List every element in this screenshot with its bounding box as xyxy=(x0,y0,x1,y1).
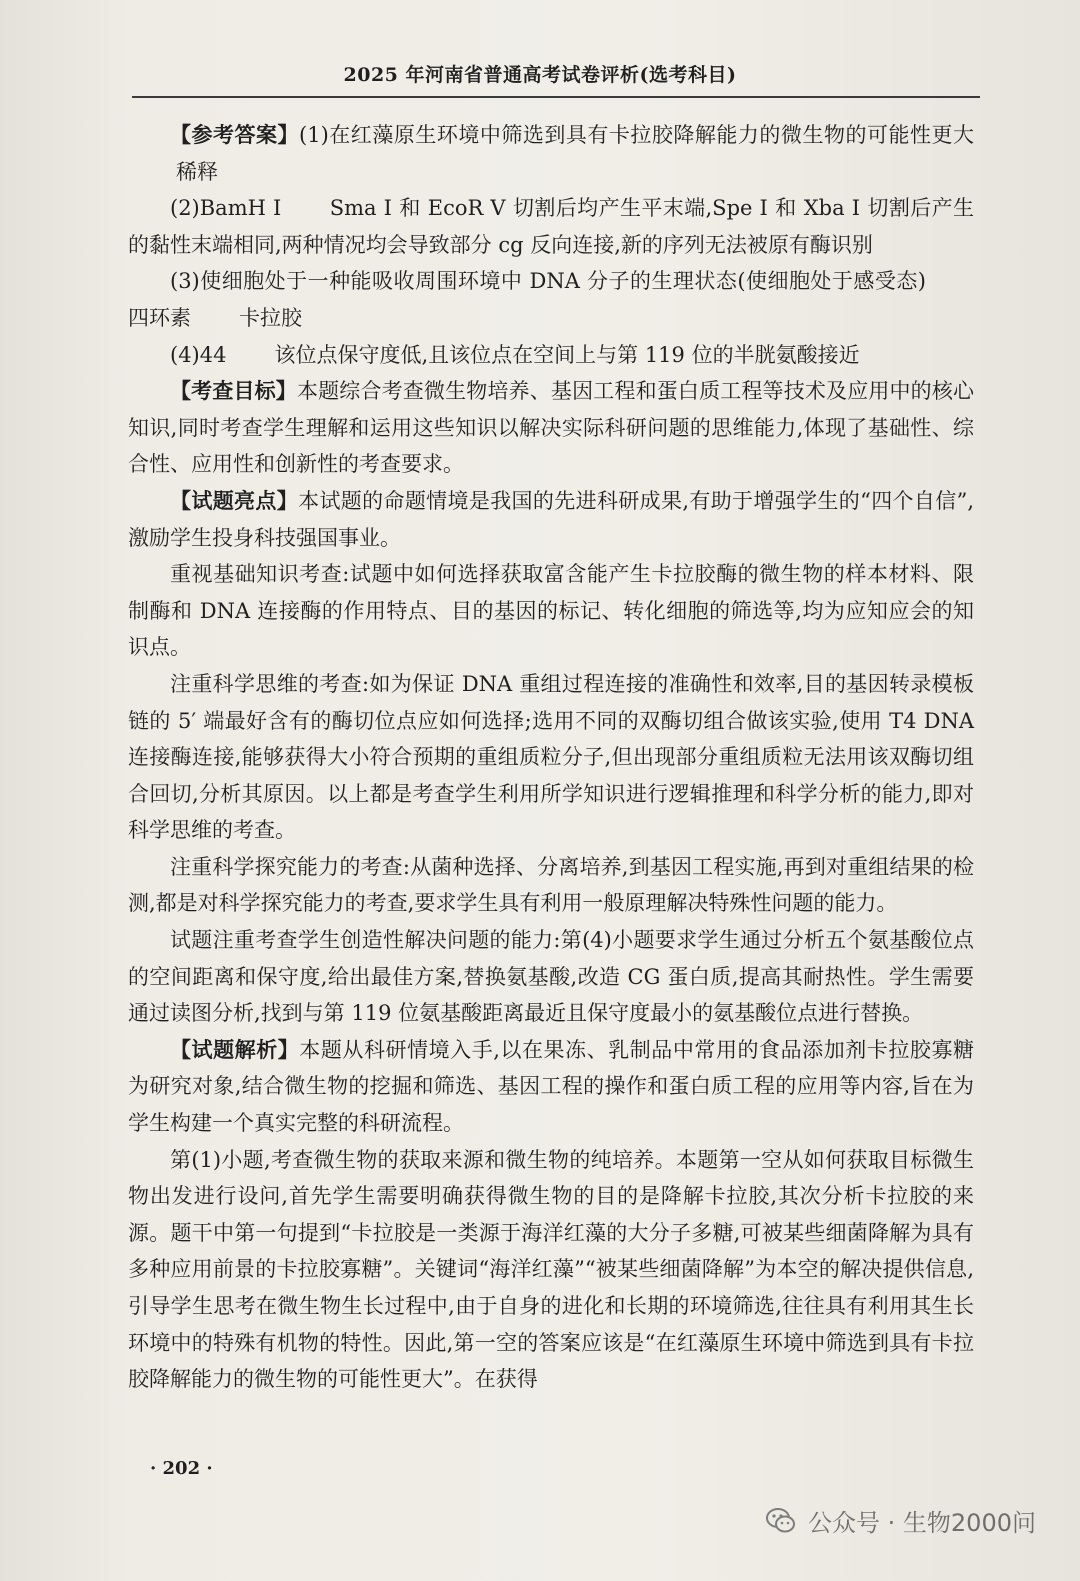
answer-1: 【参考答案】(1)在红藻原生环境中筛选到具有卡拉胶降解能力的微生物的可能性更大稀释 xyxy=(170,122,974,184)
paragraph-question-1: 第(1)小题,考查微生物的获取来源和微生物的纯培养。本题第一空从如何获取目标微生物出发进行设问,首先学生需要明确获得微生物的目的是降解卡拉胶,其次分析卡拉胶的来源。题干中第一句提到“卡拉胶是一类源于海洋红藻的大分子多糖,可被某些细菌降解为具有多种应用前景的卡拉胶寡糖”。关键词“海洋红藻”“被某些细菌降解”为本空的解决提供信息,引导学生思考在微生物生长过程中,由于自身的进化和长期的环境筛选,往往具有利用其生长环境中的特殊有机物的特性。因此,第一空的答案应该是“在红藻原生环境中筛选到具有卡拉胶降解能力的微生物的可能性更大”。在获得 xyxy=(128,1147,974,1392)
section-objective: 【考查目标】本题综合考查微生物培养、基因工程和蛋白质工程等技术及应用中的核心知识,同时考查学生理解和运用这些知识以解决实际科研问题的思维能力,体现了基础性、综合性、应用性和创新性的考查要求。 xyxy=(128,378,975,477)
section-tag-analysis: 【试题解析】 xyxy=(170,1036,300,1062)
section-tag-answer: 【参考答案】 xyxy=(170,122,300,147)
header-rule xyxy=(132,96,980,98)
page-body xyxy=(128,117,974,1398)
section-analysis: 【试题解析】本题从科研情境入手,以在果冻、乳制品中常用的食品添加剂卡拉胶寡糖为研究对象,结合微生物的挖掘和筛选、基因工程的操作和蛋白质工程的应用等内容,旨在为学生构建一个真实完整的科研流程。 xyxy=(128,1036,974,1136)
wechat-icon xyxy=(764,1504,798,1538)
paragraph-inquiry: 注重科学探究能力的考查:从菌种选择、分离培养,到基因工程实施,再到对重组结果的检测,都是对科学探究能力的考查,要求学生具有利用一般原理解决特殊性问题的能力。 xyxy=(128,854,974,916)
section-tag-highlights: 【试题亮点】 xyxy=(170,487,299,513)
paragraph-creativity: 试题注重考查学生创造性解决问题的能力:第(4)小题要求学生通过分析五个氨基酸位点的空间距离和保守度,给出最佳方案,替换氨基酸,改造 CG 蛋白质,提高其耐热性。学生需要通过读图分析,找到与第 119 位氨基酸距离最近且保守度最小的氨基酸位点进行替换。 xyxy=(128,928,974,1026)
paragraph-thinking: 注重科学思维的考查:如为保证 DNA 重组过程连接的准确性和效率,目的基因转录模板链的 5′ 端最好含有的酶切位点应如何选择;选用不同的双酶切组合做该实验,使用 T4 DNA 连接酶连接,能够获得大小符合预期的重组质粒分子,但出现部分重组质粒无法用该双酶切组合回切,分析其原因。以上都是考查学生利用所学知识进行逻辑推理和科学分析的能力,即对科学思维的考查。 xyxy=(128,671,974,843)
watermark-text: 公众号 · 生物2000问 xyxy=(808,1509,1036,1537)
watermark xyxy=(764,1503,1036,1538)
answer-3: (3)使细胞处于一种能吸收周围环境中 DNA 分子的生理状态(使细胞处于感受态)四环素 卡拉胶 xyxy=(128,269,926,330)
answer-2: (2)BamH Ⅰ Sma Ⅰ 和 EcoR Ⅴ 切割后均产生平末端,Spe Ⅰ 和 Xba Ⅰ 切割后产生的黏性末端相同,两种情况均会导致部分 cg 反向连接,新的序列无法被原有酶识别 xyxy=(128,196,974,257)
section-highlights: 【试题亮点】本试题的命题情境是我国的先进科研成果,有助于增强学生的“四个自信”,激励学生投身科技强国事业。 xyxy=(128,487,975,550)
answer-4: (4)44 该位点保守度低,且该位点在空间上与第 119 位的半胱氨酸接近 xyxy=(170,342,860,367)
section-tag-objective: 【考查目标】 xyxy=(170,378,297,404)
page-number: · 202 · xyxy=(150,1458,213,1479)
page-header: 2025 年河南省普通高考试卷评析(选考科目) xyxy=(343,64,737,86)
paragraph-basics: 重视基础知识考查:试题中如何选择获取富含能产生卡拉胶酶的微生物的样本材料、限制酶和 DNA 连接酶的作用特点、目的基因的标记、转化细胞的筛选等,均为应知应会的知识点。 xyxy=(128,562,974,660)
